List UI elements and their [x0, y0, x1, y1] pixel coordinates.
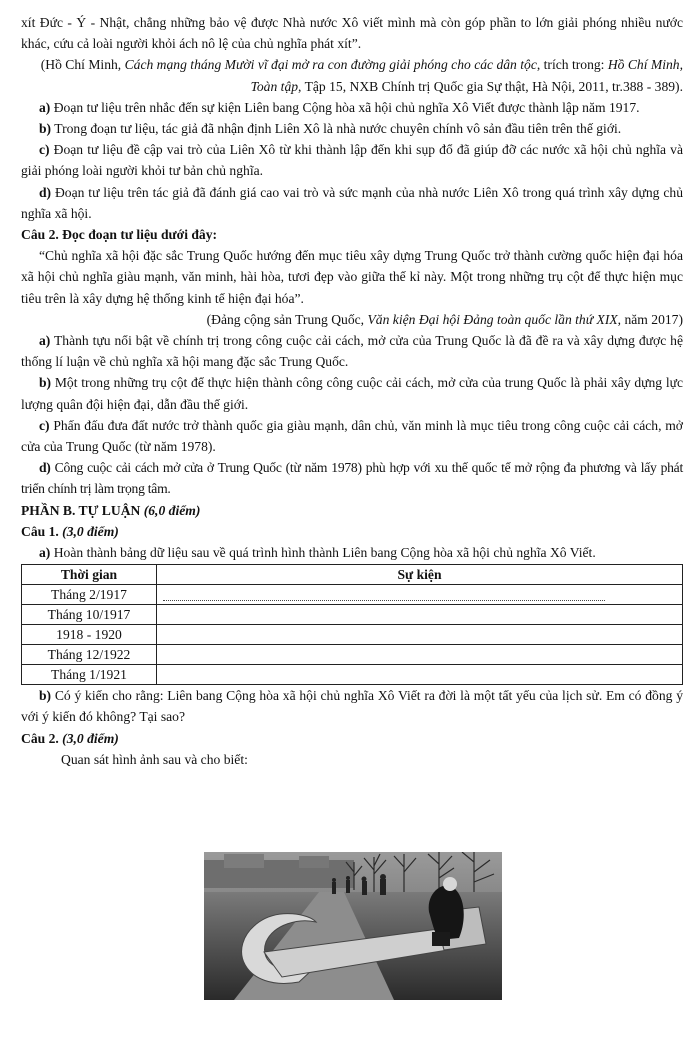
essay-q1-heading: Câu 1. (3,0 điểm)	[21, 523, 119, 539]
timeline-table	[21, 564, 683, 685]
q1-option-c: c) Đoạn tư liệu đề cập vai trò của Liên Xô từ khi thành lập đến khi sụp đổ đã giúp đỡ các nước xã hội chủ nghĩa và giải phóng loài người khỏi tư bản chủ nghĩa.	[21, 142, 683, 179]
citation-2: (Đảng cộng sản Trung Quốc, Văn kiện Đại hội Đảng toàn quốc lần thứ XIX, năm 2017)	[206, 311, 683, 327]
q1-option-a: a) Đoạn tư liệu trên nhắc đến sự kiện Liên bang Cộng hòa xã hội chủ nghĩa Xô Viết được thành lập năm 1917.	[39, 99, 640, 115]
row-time: Tháng 12/1922	[22, 645, 157, 665]
citation-1: (Hồ Chí Minh, Cách mạng tháng Mười vĩ đại mở ra con đường giải phóng cho các dân tộc, trích trong: Hồ Chí Minh, Toàn tập, Tập 15, NXB Chính trị Quốc gia Sự thật, Hà Nội, 2011, tr.388 - 389).	[40, 57, 683, 94]
table-row	[22, 665, 683, 685]
row-event-blank[interactable]	[157, 665, 683, 685]
row-time: Tháng 1/1921	[22, 665, 157, 685]
row-time: 1918 - 1920	[22, 625, 157, 645]
photo-image	[204, 852, 502, 1000]
table-row	[22, 585, 683, 605]
q1-option-b: b) Trong đoạn tư liệu, tác giả đã nhận định Liên Xô là nhà nước chuyên chính vô sản đầu tiên trên thế giới.	[39, 121, 622, 137]
row-event-blank[interactable]	[157, 605, 683, 625]
table-row	[22, 605, 683, 625]
q2-option-b: b) Một trong những trụ cột để thực hiện thành công công cuộc cải cách, mở cửa của trung Quốc là phải xây dựng lực lượng quân đội hiện đại, dẫn đầu thế giới.	[21, 375, 683, 412]
table-row	[22, 625, 683, 645]
row-event-blank[interactable]	[157, 585, 683, 605]
row-time: Tháng 2/1917	[22, 585, 157, 605]
passage-continuation: xít Đức - Ý - Nhật, chẳng những bảo vệ được Nhà nước Xô viết mình mà còn góp phần to lớn giải phóng nhiều nước khác, cứu cả loài người khỏi ách nô lệ của chủ nghĩa phát xít”.	[21, 15, 683, 52]
header-event: Sự kiện	[157, 565, 683, 585]
q2-option-d: d) Công cuộc cải cách mở cửa ở Trung Quốc (từ năm 1978) phù hợp với xu thế quốc tế mở rộng đa phương và lấy phát triển chính trị làm trọng tâm.	[21, 460, 683, 497]
q2-heading: Câu 2. Đọc đoạn tư liệu dưới đây:	[21, 227, 218, 243]
q2-option-c: c) Phấn đấu đưa đất nước trở thành quốc gia giàu mạnh, dân chủ, văn minh là mục tiêu trong công cuộc cải cách, mở cửa của Trung Quốc (từ năm 1978).	[21, 417, 683, 455]
essay-q2-heading: Câu 2. (3,0 điểm)	[21, 730, 119, 746]
q1-option-d: d) Đoạn tư liệu trên tác giả đã đánh giá cao vai trò và sức mạnh của nhà nước Liên Xô trong quá trình xây dựng chủ nghĩa xã hội.	[21, 184, 683, 221]
document-page	[21, 12, 683, 770]
q2-option-a: a) Thành tựu nổi bật về chính trị trong công cuộc cải cách, mở cửa của Trung Quốc là đã đề ra và xây dựng được hệ thống lí luận về chủ nghĩa xã hội mang đặc sắc Trung Quốc.	[21, 333, 683, 370]
row-time: Tháng 10/1917	[22, 605, 157, 625]
row-event-blank[interactable]	[157, 645, 683, 665]
header-time: Thời gian	[22, 565, 157, 585]
essay-q1a: a) Hoàn thành bảng dữ liệu sau về quá trình hình thành Liên bang Cộng hòa xã hội chủ nghĩa Xô Viết.	[39, 545, 596, 561]
photo-fallen-hammer-sickle	[204, 852, 502, 1000]
essay-q1b: b) Có ý kiến cho rằng: Liên bang Cộng hòa xã hội chủ nghĩa Xô Viết ra đời là một tất yếu của lịch sử. Em có đồng ý với ý kiến đó không? Tại sao?	[21, 688, 683, 725]
table-row	[22, 645, 683, 665]
essay-q2-prompt: Quan sát hình ảnh sau và cho biết:	[61, 751, 248, 767]
q2-quote: “Chủ nghĩa xã hội đặc sắc Trung Quốc hướng đến mục tiêu xây dựng Trung Quốc trở thành cường quốc hiện đại hóa xã hội chủ nghĩa giàu mạnh, văn minh, hài hòa, tươi đẹp vào giữa thế kỉ này. Một trong những trụ cột để thực hiện mục tiêu trên là xây dựng hệ thống kinh tế hiện đại hóa”.	[21, 248, 683, 306]
row-event-blank[interactable]	[157, 625, 683, 645]
part-b-heading: PHẦN B. TỰ LUẬN (6,0 điểm)	[21, 502, 201, 518]
dotted-answer-line	[163, 589, 605, 601]
table-header-row	[22, 565, 683, 585]
